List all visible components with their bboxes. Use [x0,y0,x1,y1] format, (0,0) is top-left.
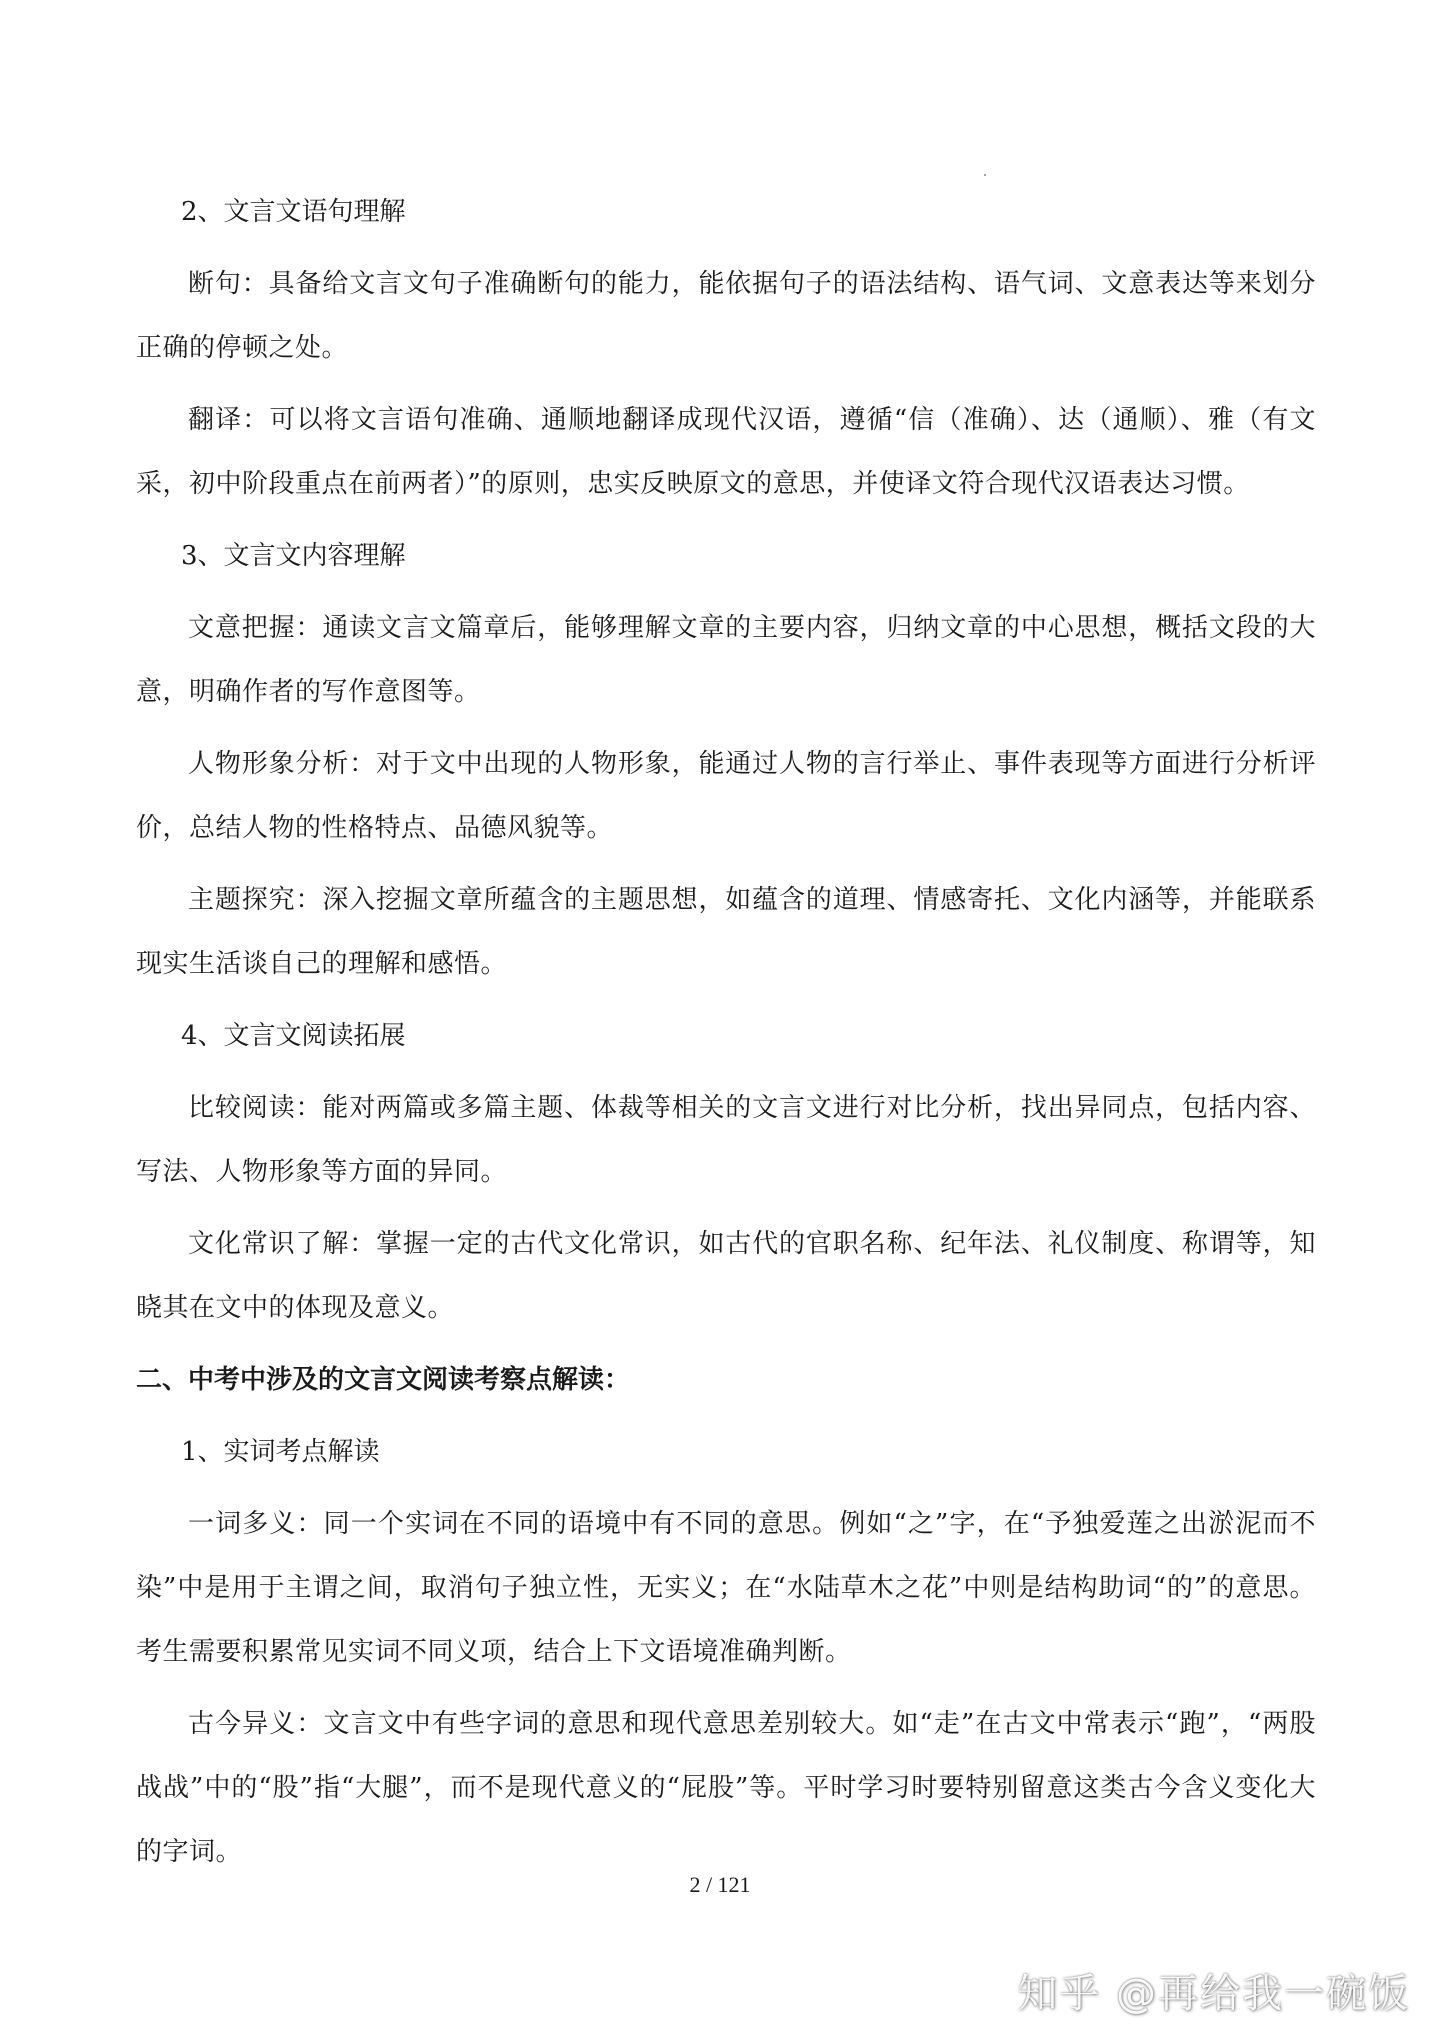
watermark: 知乎 @再给我一碗饭 [1017,1971,1410,2017]
paragraph: 比较阅读：能对两篇或多篇主题、体裁等相关的文言文进行对比分析，找出异同点，包括内容、写法、人物形象等方面的异同。 [136,1093,1316,1187]
subsection-heading: 4、文言文阅读拓展 [181,1021,406,1051]
subsection-heading: 1、实词考点解读 [181,1437,380,1467]
paragraph: 古今异义：文言文中有些字词的意思和现代意思差别较大。如“走”在古文中常表示“跑”，“两股战战”中的“股”指“大腿”，而不是现代意义的“屁股”等。平时学习时要特别留意这类古今含义变化大的字词。 [136,1709,1316,1867]
page-number: 2 / 121 [689,1872,751,1897]
paragraph: 主题探究：深入挖掘文章所蕴含的主题思想，如蕴含的道理、情感寄托、文化内涵等，并能联系现实生活谈自己的理解和感悟。 [136,885,1316,979]
paragraph: 文化常识了解：掌握一定的古代文化常识，如古代的官职名称、纪年法、礼仪制度、称谓等，知晓其在文中的体现及意义。 [136,1229,1316,1323]
scan-speck [984,174,986,176]
paragraph: 文意把握：通读文言文篇章后，能够理解文章的主要内容，归纳文章的中心思想，概括文段的大意，明确作者的写作意图等。 [136,613,1316,707]
subsection-heading: 3、文言文内容理解 [181,541,406,571]
subsection-heading: 2、文言文语句理解 [181,197,406,227]
document-body [136,180,1316,1892]
paragraph: 翻译：可以将文言语句准确、通顺地翻译成现代汉语，遵循“信（准确）、达（通顺）、雅（有文采，初中阶段重点在前两者）”的原则，忠实反映原文的意思，并使译文符合现代汉语表达习惯。 [136,405,1316,499]
section-heading: 二、中考中涉及的文言文阅读考察点解读： [136,1365,631,1395]
paragraph: 一词多义：同一个实词在不同的语境中有不同的意思。例如“之”字，在“予独爱莲之出淤泥而不染”中是用于主谓之间，取消句子独立性，无实义；在“水陆草木之花”中则是结构助词“的”的意思。考生需要积累常见实词不同义项，结合上下文语境准确判断。 [136,1509,1316,1667]
paragraph: 人物形象分析：对于文中出现的人物形象，能通过人物的言行举止、事件表现等方面进行分析评价，总结人物的性格特点、品德风貌等。 [136,749,1316,843]
paragraph: 断句：具备给文言文句子准确断句的能力，能依据句子的语法结构、语气词、文意表达等来划分正确的停顿之处。 [136,269,1316,363]
